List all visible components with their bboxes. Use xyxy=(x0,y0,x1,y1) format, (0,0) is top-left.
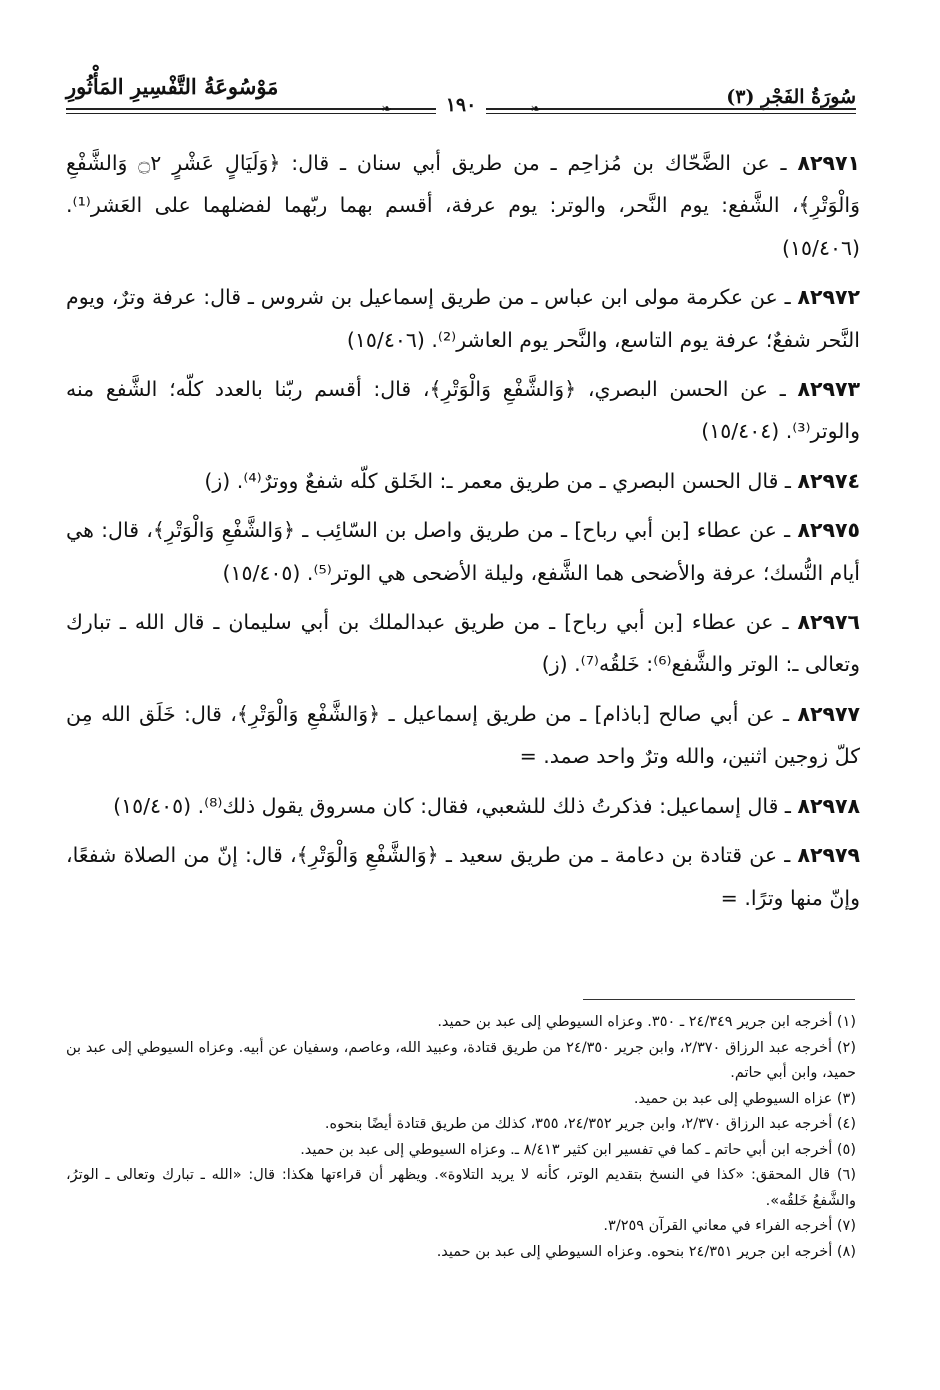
surah-header: سُورَةُ الفَجْرِ (٣) xyxy=(726,86,856,108)
footnote: (٥) أخرجه ابن أبي حاتم ـ كما في تفسير ابن كثير ٨/٤١٣ ـ. وعزاه السيوطي إلى عبد بن حميد. xyxy=(300,1141,856,1158)
narration-text: ـ عن عطاء [بن أبي رباح] ـ من طريق واصل بن السّائِب ـ ﴿وَالشَّفْعِ وَالْوَتْرِ﴾، قال: هي أيام النُّسك؛ عرفة والأضحى هما الشَّفع، وليلة الأضحى هي الوتر⁽⁵⁾. (١٥/٤٠٥) xyxy=(66,518,860,585)
narration-entry xyxy=(66,142,860,269)
narration-number: ٨٢٩٧٦ xyxy=(797,610,860,635)
footnote: (٣) عزاه السيوطي إلى عبد بن حميد. xyxy=(633,1090,856,1107)
narration-number: ٨٢٩٧٩ xyxy=(797,843,860,868)
narration-number: ٨٢٩٧٣ xyxy=(797,377,860,402)
narration-text: ـ عن أبي صالح [باذام] ـ من طريق إسماعيل ـ ﴿وَالشَّفْعِ وَالْوَتْرِ﴾، قال: خَلَق الله مِن كلّ زوجين اثنين، والله وترٌ واحد صمد. = xyxy=(66,701,860,769)
book-title: مَوْسُوعَةُ التَّفْسِيرِ المَأْثُورِ xyxy=(66,74,279,99)
footnote-separator xyxy=(583,999,855,1000)
narration-entry xyxy=(66,460,860,502)
main-text xyxy=(66,142,860,926)
narration-number: ٨٢٩٧٤ xyxy=(797,468,860,493)
page-header xyxy=(66,62,856,122)
narration-text: ـ عن الحسن البصري، ﴿وَالشَّفْعِ وَالْوَتْرِ﴾، قال: أقسم ربّنا بالعدد كلّه؛ الشَّفع منه والوتر⁽³⁾. (١٥/٤٠٤) xyxy=(66,377,860,444)
ornament-icon: ❧ xyxy=(381,102,392,117)
footnotes xyxy=(66,1010,856,1265)
narration-entry xyxy=(66,693,860,778)
footnote: (٤) أخرجه عبد الرزاق ٢/٣٧٠، وابن جرير ٢٤/٣٥٢، ٣٥٥، كذلك من طريق قتادة أيضًا بنحوه. xyxy=(324,1116,856,1132)
narration-number: ٨٢٩٧٨ xyxy=(797,793,860,818)
narration-text: ـ قال إسماعيل: فذكرتُ ذلك للشعبي، فقال: كان مسروق يقول ذلك⁽⁸⁾. (١٥/٤٠٥) xyxy=(113,793,798,818)
narration-entry xyxy=(66,276,860,361)
page-number: ١٩٠ xyxy=(436,94,487,116)
narration-text: ـ قال الحسن البصري ـ من طريق معمر ـ: الخَلق كلّه شفعٌ ووترٌ⁽⁴⁾. (ز) xyxy=(204,468,798,493)
narration-entry xyxy=(66,368,860,453)
narration-number: ٨٢٩٧٧ xyxy=(797,701,860,726)
ornament-icon: ❧ xyxy=(530,102,541,117)
narration-number: ٨٢٩٧١ xyxy=(797,151,860,175)
narration-entry xyxy=(66,834,860,919)
narration-entry xyxy=(66,509,860,594)
narration-text: ـ عن عطاء [بن أبي رباح] ـ من طريق عبدالملك بن أبي سليمان ـ قال الله ـ تبارك وتعالى ـ: الوتر والشَّفع⁽⁶⁾: خَلقُه⁽⁷⁾. (ز) xyxy=(66,610,860,677)
footnote: (٢) أخرجه عبد الرزاق ٢/٣٧٠، وابن جرير ٢٤/٣٥٠ من طريق قتادة، وعبيد الله، وعاصم، وسفيان عن أبيه. وعزاه السيوطي إلى عبد بن حميد، وابن أبي حاتم. xyxy=(66,1039,856,1081)
footnote: (٦) قال المحقق: «كذا في النسخ بتقديم الوتر، كأنه لا يريد التلاوة». ويظهر أن قراءتها هكذا: قال: «الله ـ تبارك وتعالى ـ الوترُ، والشَّفعُ خَلقُه». xyxy=(66,1167,856,1209)
narration-text: ـ عن قتادة بن دعامة ـ من طريق سعيد ـ ﴿وَالشَّفْعِ وَالْوَتْرِ﴾، قال: إنّ من الصلاة شفعًا، وإنّ منها وترًا. = xyxy=(66,843,860,910)
narration-entry xyxy=(66,601,860,686)
page-number-wrap xyxy=(66,94,856,116)
footnote: (٧) أخرجه الفراء في معاني القرآن ٣/٢٥٩. xyxy=(603,1218,856,1234)
footnote: (٨) أخرجه ابن جرير ٢٤/٣٥١ بنحوه. وعزاه السيوطي إلى عبد بن حميد. xyxy=(436,1243,856,1260)
footnote: (١) أخرجه ابن جرير ٢٤/٣٤٩ ـ ٣٥٠. وعزاه السيوطي إلى عبد بن حميد. xyxy=(437,1014,856,1030)
narration-text: ـ عن عكرمة مولى ابن عباس ـ من طريق إسماعيل بن شروس ـ قال: عرفة وترٌ، ويوم النَّحر شفعٌ؛ عرفة يوم التاسع، والنَّحر يوم العاشر⁽²⁾. (١٥/٤٠٦) xyxy=(66,285,860,352)
narration-number: ٨٢٩٧٥ xyxy=(797,518,860,543)
narration-entry xyxy=(66,785,860,827)
narration-text: ـ عن الضَّحّاك بن مُزاحِم ـ من طريق أبي سنان ـ قال: ﴿وَلَيَالٍ عَشْرٍ ۝٢ وَالشَّفْعِ وَالْوَتْرِ﴾، الشَّفع: يوم النَّحر، والوتر: يوم عرفة، أقسم بهما ربّهما لفضلهما على العَشر⁽¹⁾. (١٥/٤٠٦) xyxy=(66,151,860,260)
narration-number: ٨٢٩٧٢ xyxy=(797,285,860,310)
